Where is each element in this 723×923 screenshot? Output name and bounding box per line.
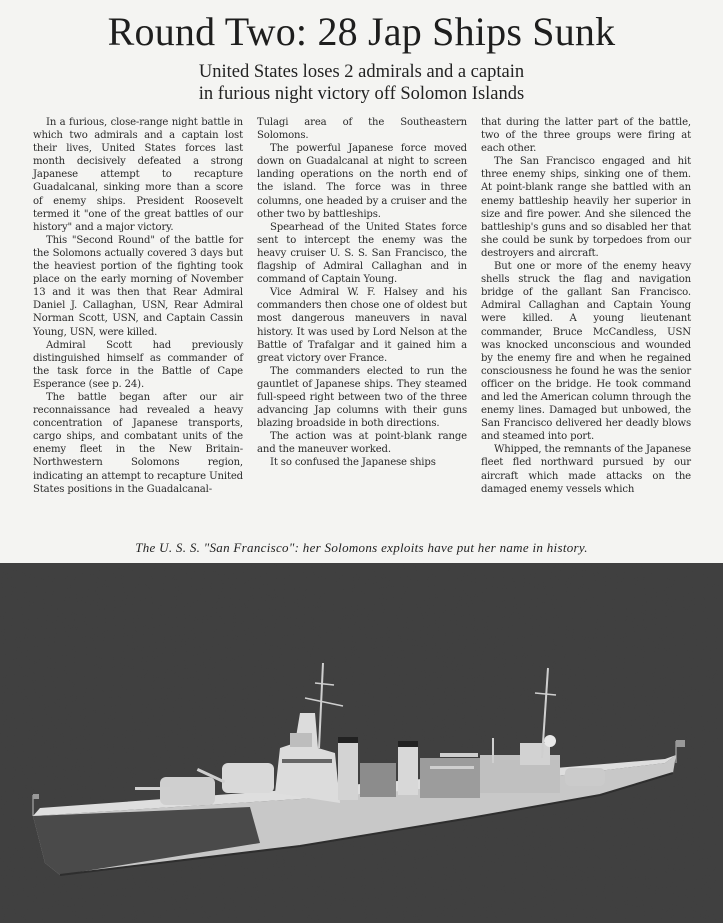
paragraph: In a furious, close-range night battle in which two admirals and a captain lost their lives, United States forces last month decisively defeated a strong Japanese attempt to recapture Guadalcanal, sinking more than a score of enemy ships. President Roosevelt termed it "one of the great battles of our history" and a major victory. [33,117,243,233]
paragraph: The powerful Japanese force moved down on Guadalcanal at night to screen landing operations on the north end of the island. The force was in three columns, one headed by a cruiser and the other two by battleships. [257,143,467,220]
paragraph: The commanders elected to run the gauntlet of Japanese ships. They steamed full-speed right between two of the three advancing Jap columns with their guns blazing broadside in both directions. [257,365,467,430]
paragraph: Admiral Scott had previously distinguished himself as commander of the task force in the Battle of Cape Esperance (see p. 24). [33,339,243,390]
paragraph: Vice Admiral W. F. Halsey and his commanders then chose one of oldest but most dangerous maneuvers in naval history. It was used by Lord Nelson at the Battle of Trafalgar and it gained him a great victory over France. [257,287,467,364]
paragraph: The San Francisco engaged and hit three enemy ships, sinking one of them. At point-blank range she battled with an enemy battleship heavily her superior in size and fire power. And she silenced the battleship's guns and so disabled her that she could be sunk by torpedoes from our destroyers and aircraft. [481,156,691,259]
article-column-3 [481,116,691,496]
paragraph: It so confused the Japanese ships [270,457,436,469]
paragraph: The battle began after our air reconnaissance had revealed a heavy concentration of Japanese transports, cargo ships, and combatant units of the enemy fleet in the New Britain-Northwestern Solomons region, indicating an attempt to recapture United States positions in the Guadalcanal- [33,391,243,495]
paragraph: Spearhead of the United States force sent to intercept the enemy was the heavy cruiser U. S. S. San Francisco, the flagship of Admiral Callaghan and in command of Captain Young. [257,221,467,286]
subhead-line-2: in furious night victory off Solomon Islands [198,84,525,104]
paragraph: Whipped, the remnants of the Japanese fleet fled northward pursued by our aircraft which made attacks on the damaged enemy vessels which [481,444,691,495]
paragraph: Tulagi area of the Southeastern Solomons. [257,117,467,142]
article-subhead [0,61,723,105]
paragraph: The action was at point-blank range and the maneuver worked. [257,431,467,456]
article-column-1 [33,116,243,496]
photo-caption: The U. S. S. "San Francisco": her Solomons exploits have put her name in history. [135,540,588,555]
subhead-line-1: United States loses 2 admirals and a captain [198,62,525,82]
ship-photo [0,563,723,923]
article-column-2 [257,116,467,470]
article-headline: Round Two: 28 Jap Ships Sunk [107,9,616,54]
paragraph: This "Second Round" of the battle for the Solomons actually covered 3 days but the heaviest portion of the fighting took place on the early morning of November 13 and it was then that Rear Admiral Daniel J. Callaghan, USN, Rear Admiral Norman Scott, USN, and Captain Cassin Young, USN, were killed. [33,234,243,338]
cruiser-illustration [0,563,723,923]
paragraph: that during the latter part of the battle, two of the three groups were firing at each other. [481,117,691,155]
paragraph: But one or more of the enemy heavy shells struck the flag and navigation bridge of the gallant San Francisco. Admiral Callaghan and Captain Young were killed. A young lieutenant commander, Bruce McCandless, USN was knocked unconscious and wounded by the enemy fire and when he regained consciousness he found he was the senior officer on the bridge. He took command and led the American column through the enemy lines. Damaged but unbowed, the San Francisco delivered her deadly blows and steamed into port. [481,261,691,443]
